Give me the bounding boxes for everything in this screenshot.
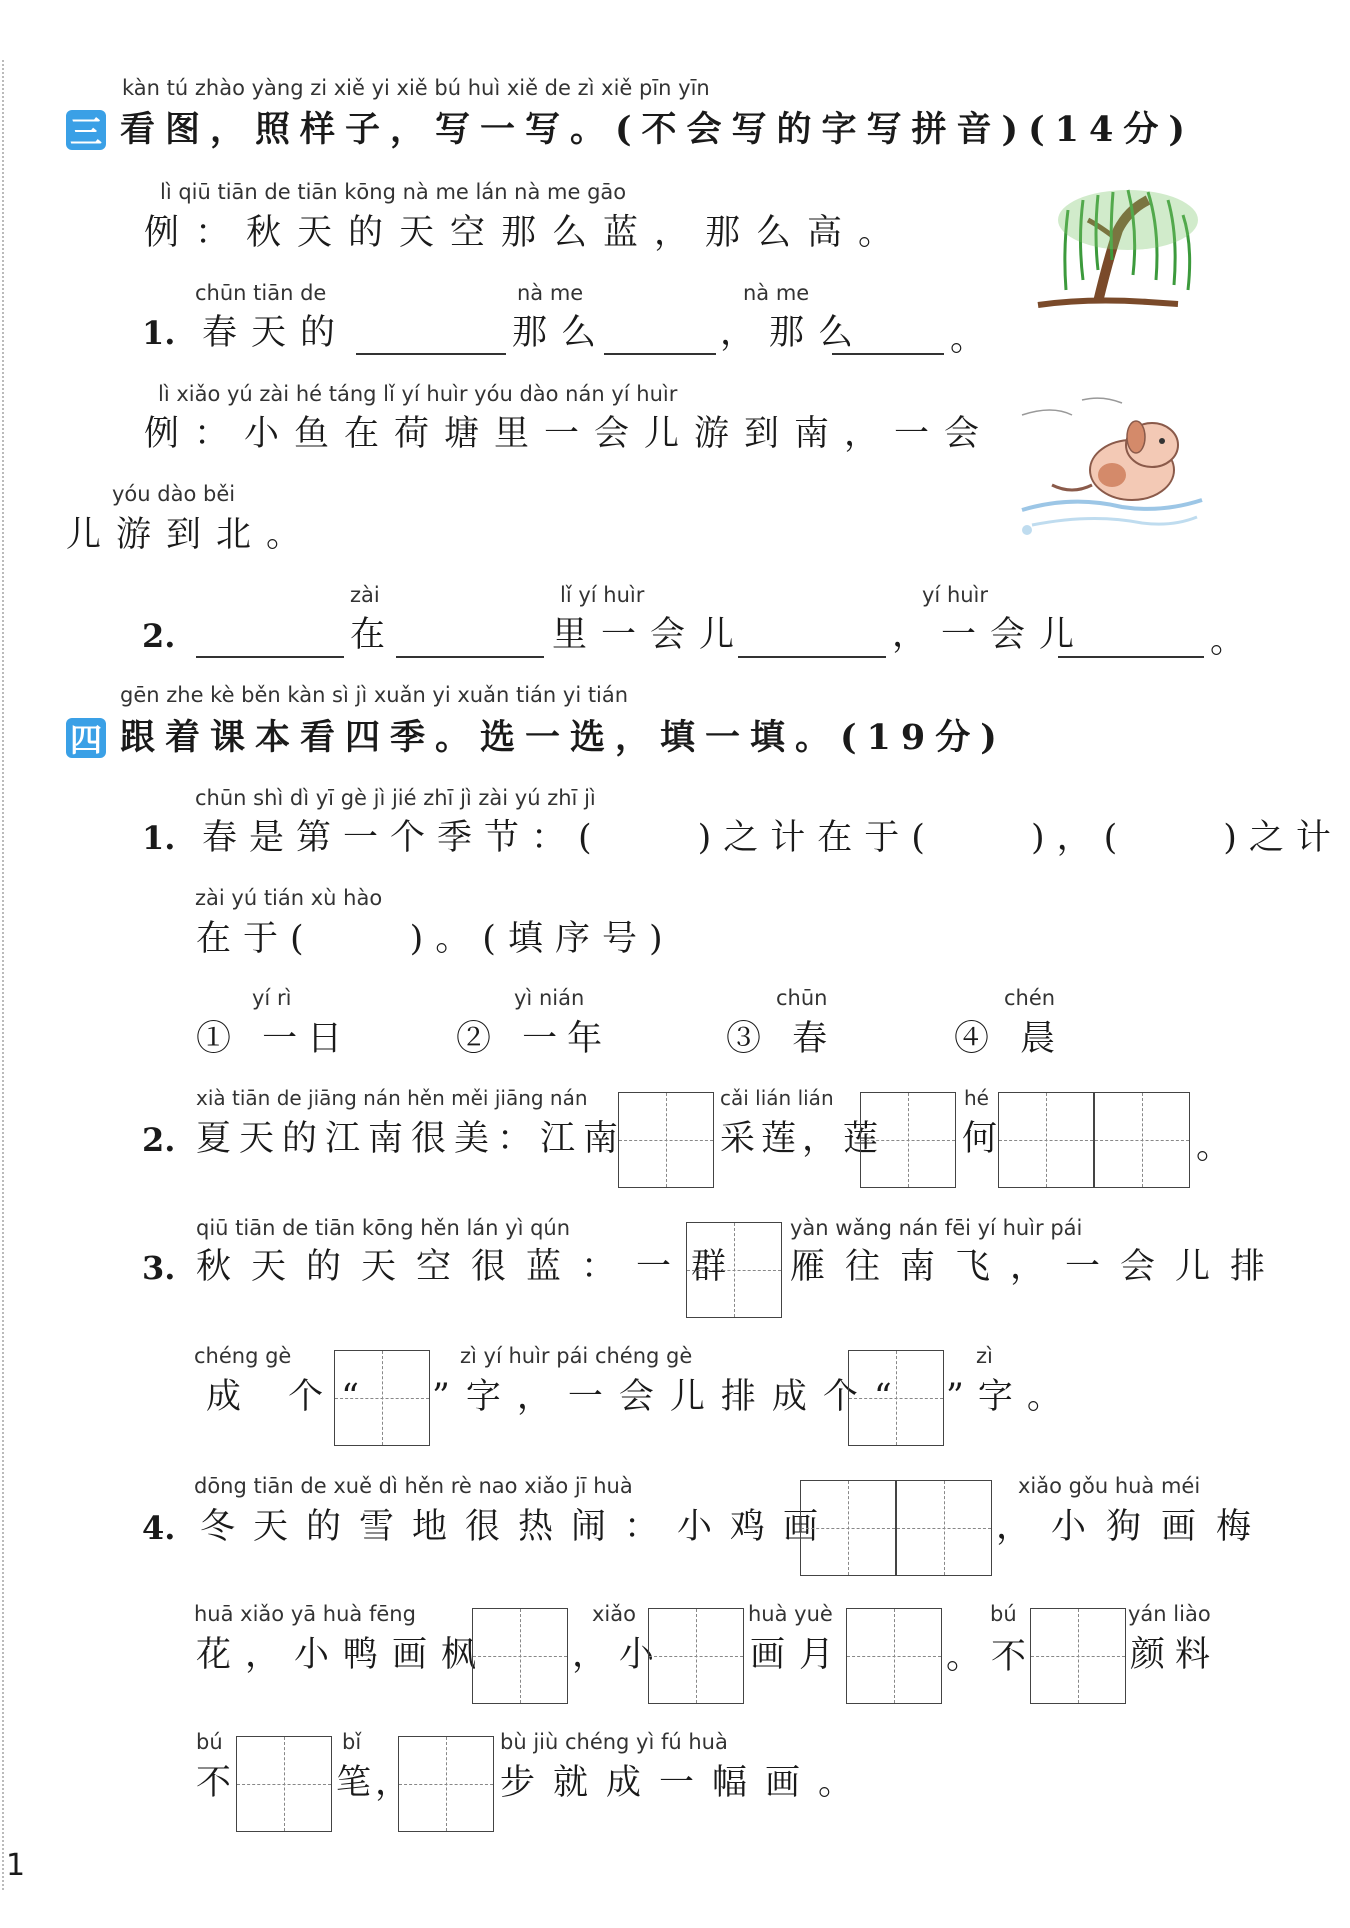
s4-q2-text-a: 夏天的江南很美：江南 xyxy=(196,1119,627,1159)
s4-q4-pinyin-f: bú xyxy=(990,1602,1017,1626)
s4-q4-pinyin-b: xiǎo gǒu huà méi xyxy=(1018,1474,1201,1498)
s4-q4-text-c: 花，小鸭画枫 xyxy=(196,1635,491,1675)
s3-q2-text-c: ，一会儿 xyxy=(892,615,1089,655)
willow-tree-illustration xyxy=(1028,180,1208,320)
s4-q3-text-c: 成 个“ xyxy=(206,1377,378,1417)
s3-title: 看图，照样子，写一写。(不会写的字写拼音)(14分) xyxy=(120,109,1195,150)
s4-q2-end: 。 xyxy=(1196,1127,1246,1167)
s4-q3-box-2[interactable] xyxy=(334,1350,430,1446)
section-badge-4: 四 xyxy=(66,718,106,758)
s3-example-2-line1: 例：小鱼在荷塘里一会儿游到南，一会 xyxy=(144,414,995,454)
s4-q4-box-6[interactable] xyxy=(1030,1608,1126,1704)
s3-q1-end: 。 xyxy=(950,319,1000,359)
s4-q1-line2: 在于( )。(填序号) xyxy=(196,919,675,959)
s3-q2-number: 2. xyxy=(142,617,176,655)
s4-q4-box-8[interactable] xyxy=(398,1736,494,1832)
s3-ex2-pinyin: lì xiǎo yú zài hé táng lǐ yí huìr yóu dào nán yí huìr xyxy=(158,382,678,406)
s4-q4-pinyin-e: huà yuè xyxy=(748,1602,833,1626)
option-4: ④ 晨 xyxy=(954,1019,1066,1059)
s4-q4-text-e: 画月 xyxy=(750,1635,849,1675)
s4-q4-box-3[interactable] xyxy=(472,1608,568,1704)
s4-q3-text-b: 雁往南飞，一会儿排 xyxy=(790,1247,1286,1287)
s4-q2-pinyin-c: hé xyxy=(964,1086,989,1110)
s3-q2-pinyin-b: lǐ yí huìr xyxy=(560,583,645,607)
s4-q1-pinyin-2: zài yú tián xù hào xyxy=(195,886,383,910)
s4-q2-number: 2. xyxy=(142,1121,176,1159)
s4-q4-box-1[interactable] xyxy=(800,1480,896,1576)
s3-q1-text-c: ，那么 xyxy=(720,313,868,353)
s3-q1-pinyin-c: nà me xyxy=(743,281,810,305)
option-2: ② 一年 xyxy=(456,1019,613,1059)
s3-q2-end: 。 xyxy=(1210,621,1260,661)
s4-q2-text-c: 何 xyxy=(962,1119,1012,1159)
s3-q1-pinyin-b: nà me xyxy=(517,281,584,305)
s4-q4-text-i: 笔， xyxy=(336,1763,415,1803)
s3-example-2-line2: 儿游到北。 xyxy=(66,515,317,555)
s4-q3-text-a: 秋天的天空很蓝：一群 xyxy=(196,1247,747,1287)
s4-q1-number: 1. xyxy=(142,819,176,857)
s3-q2-blank-4[interactable] xyxy=(1058,656,1204,658)
s4-q4-box-7[interactable] xyxy=(236,1736,332,1832)
s3-q2-text-a: 在 xyxy=(350,615,400,655)
s3-q1-blank-2[interactable] xyxy=(604,353,716,355)
s3-q1-number: 1. xyxy=(142,314,176,352)
s4-title: 跟着课本看四季。选一选，填一填。(19分) xyxy=(120,717,1007,758)
s4-q3-pinyin-d: zì yí huìr pái chéng gè xyxy=(460,1344,693,1368)
s4-q3-pinyin-b: yàn wǎng nán fēi yí huìr pái xyxy=(790,1216,1083,1240)
s4-q1-line1: 春是第一个季节：( )之计在于( )，( )之计 xyxy=(202,818,1343,858)
s3-q1-text-a: 春天的 xyxy=(202,313,350,353)
s4-q2-pinyin-b: cǎi lián lián xyxy=(720,1086,834,1110)
s4-q4-pinyin-a: dōng tiān de xuě dì hěn rè nao xiǎo jī huà xyxy=(194,1474,633,1498)
s4-q4-pinyin-h: bú xyxy=(196,1730,223,1754)
s3-q1-blank-3[interactable] xyxy=(832,353,944,355)
option-1-pinyin: yí rì xyxy=(252,986,292,1010)
s4-q4-pinyin-g: yán liào xyxy=(1128,1602,1211,1626)
s3-ex1-pinyin: lì qiū tiān de tiān kōng nà me lán nà me gāo xyxy=(160,180,627,204)
s4-q2-text-b: 采莲，莲 xyxy=(720,1119,885,1159)
s3-q2-pinyin-a: zài xyxy=(350,583,380,607)
option-3: ③ 春 xyxy=(726,1019,838,1059)
s4-q3-text-e: ”字。 xyxy=(946,1377,1076,1417)
s4-q4-text-a: 冬天的雪地很热闹：小鸡画 xyxy=(200,1507,837,1547)
s3-q2-blank-2[interactable] xyxy=(396,656,544,658)
s4-q4-box-4[interactable] xyxy=(648,1608,744,1704)
option-3-pinyin: chūn xyxy=(776,986,828,1010)
s4-q3-box-1[interactable] xyxy=(686,1222,782,1318)
s4-title-pinyin: gēn zhe kè běn kàn sì jì xuǎn yi xuǎn tián yi tián xyxy=(120,683,629,707)
option-4-pinyin: chén xyxy=(1004,986,1056,1010)
s4-q1-pinyin: chūn shì dì yī gè jì jié zhī jì zài yú zhī jì xyxy=(195,786,596,810)
s3-q2-text-b: 里一会儿 xyxy=(552,615,749,655)
s4-q4-box-2[interactable] xyxy=(896,1480,992,1576)
option-2-pinyin: yì nián xyxy=(514,986,585,1010)
s4-q4-text-f: 。不 xyxy=(946,1637,1037,1677)
s4-q4-pinyin-j: bù jiù chéng yì fú huà xyxy=(500,1730,728,1754)
s4-q4-text-g: 颜料 xyxy=(1130,1635,1221,1675)
s4-q4-pinyin-d: xiǎo xyxy=(592,1602,636,1626)
s3-ex2-pinyin-2: yóu dào běi xyxy=(112,482,236,506)
s3-q1-text-b: 那么 xyxy=(512,313,611,353)
s4-q2-box-3[interactable] xyxy=(998,1092,1094,1188)
s4-q3-number: 3. xyxy=(142,1249,176,1287)
s4-q3-pinyin-c: chéng gè xyxy=(194,1344,292,1368)
s4-q4-text-h: 不 xyxy=(196,1763,246,1803)
margin-line xyxy=(2,60,4,1890)
option-1: ① 一日 xyxy=(196,1019,353,1059)
s4-q4-box-5[interactable] xyxy=(846,1608,942,1704)
s4-q2-box-2[interactable] xyxy=(860,1092,956,1188)
s3-example-1: 例：秋天的天空那么蓝，那么高。 xyxy=(144,213,910,253)
s4-q4-text-b: ，小狗画梅 xyxy=(996,1507,1272,1547)
s4-q2-box-4[interactable] xyxy=(1094,1092,1190,1188)
s3-q2-pinyin-c: yí huìr xyxy=(922,583,989,607)
s4-q4-pinyin-c: huā xiǎo yā huà fēng xyxy=(194,1602,416,1626)
s4-q3-text-d: ”字，一会儿排成个“ xyxy=(432,1377,908,1417)
s4-q4-text-d: ，小 xyxy=(572,1635,667,1675)
s3-q2-blank-3[interactable] xyxy=(738,656,886,658)
s4-q3-box-3[interactable] xyxy=(848,1350,944,1446)
s3-title-pinyin: kàn tú zhào yàng zi xiě yi xiě bú huì xiě de zì xiě pīn yīn xyxy=(122,76,710,100)
s4-q4-number: 4. xyxy=(142,1509,176,1547)
s3-q1-pinyin-a: chūn tiān de xyxy=(195,281,327,305)
s3-q1-blank-1[interactable] xyxy=(356,353,506,355)
section-badge-3: 三 xyxy=(66,110,106,150)
dog-swimming-illustration xyxy=(1012,385,1212,545)
s4-q2-box-1[interactable] xyxy=(618,1092,714,1188)
page-number: 1 xyxy=(6,1848,26,1883)
s4-q3-pinyin-e: zì xyxy=(976,1344,993,1368)
s4-q3-pinyin-a: qiū tiān de tiān kōng hěn lán yì qún xyxy=(196,1216,571,1240)
s4-q4-text-j: 步就成一幅画。 xyxy=(500,1763,872,1803)
s4-q4-pinyin-i: bǐ xyxy=(342,1730,362,1754)
s3-q2-blank-1[interactable] xyxy=(196,656,344,658)
s4-q2-pinyin-a: xià tiān de jiāng nán hěn měi jiāng nán xyxy=(196,1086,588,1110)
